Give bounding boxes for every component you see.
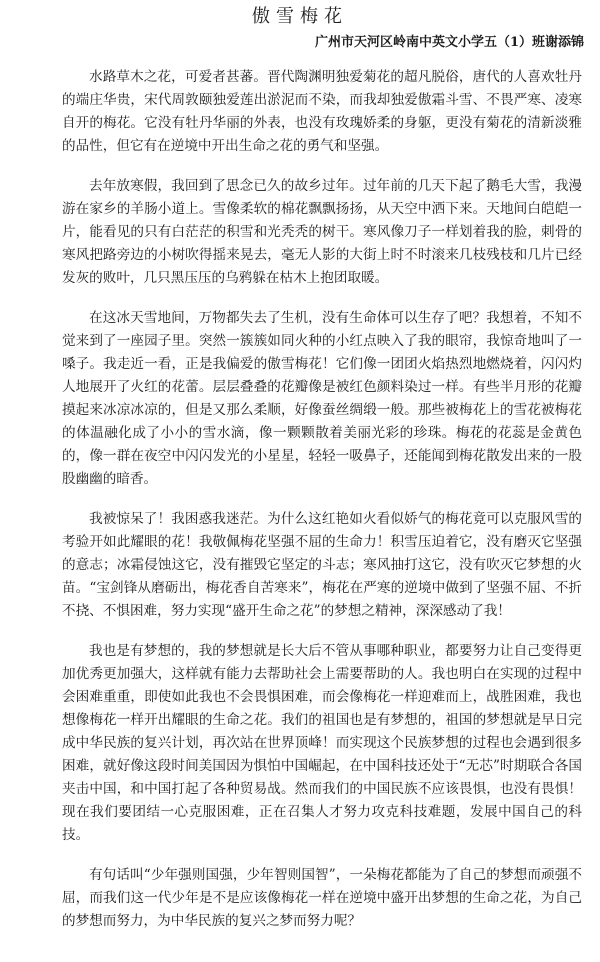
essay-title: 傲雪梅花 (252, 6, 348, 27)
paragraph: 我也是有梦想的，我的梦想就是长大后不管从事哪种职业，都要努力让自己变得更加优秀更加强大，这样就有能力去帮助社会上需要帮助的人。我也明白在实现的过程中会困难重重，即使如此我也不会畏惧困难，而会像梅花一样迎难而上，战胜困难，我也想像梅花一样开出耀眼的生命之花。我们的祖国也是有梦想的，祖国的梦想就是早日完成中华民族的复兴计划，再次站在世界顶峰！而实现这个民族梦想的过程也会遇到很多困难，就好像这段时间美国因为惧怕中国崛起，在中国科技还处于“无芯”时期联合各国夹击中国，和中国打起了各种贸易战。然而我们的中国民族不应该畏惧，也没有畏惧！现在我们要团结一心克服困难，正在召集人才努力攻克科技难题，发展中国自己的科技。 (62, 643, 582, 843)
paragraph: 在这冰天雪地间，万物都失去了生机，没有生命体可以生存了吧？我想着，不知不觉来到了一座园子里。突然一簇簇如同火种的小红点映入了我的眼帘，我惊奇地叫了一嗓子。我走近一看，正是我偏爱的傲雪梅花！它们像一团团火焰热烈地燃烧着，闪闪灼人地展开了火红的花蕾。层层叠叠的花瓣像是被红色颜料染过一样。有些半月形的花瓣摸起来冰凉冰凉的，但是又那么柔顺，好像蚕丝绸缎一般。那些被梅花上的雪花被梅花的体温融化成了小小的雪水滴，像一颗颗散着美丽光彩的珍珠。梅花的花蕊是金黄色的，像一群在夜空中闪闪发光的小星星，轻轻一吸鼻子，还能闻到梅花散发出来的一股股幽幽的暗香。 (62, 310, 582, 487)
paragraph: 去年放寒假，我回到了思念已久的故乡过年。过年前的几天下起了鹅毛大雪，我漫游在家乡的羊肠小道上。雪像柔软的棉花飘飘扬扬，从天空中洒下来。天地间白皑皑一片，能看见的只有白茫茫的积雪和光秃秃的树干。寒风像刀子一样划着我的脸，刺骨的寒风把路旁边的小树吹得摇来晃去，毫无人影的大街上时不时滚来几枝残枝和几片已经发灰的败叶，几只黑压压的乌鸦躲在枯木上抱团取暖。 (62, 178, 582, 286)
essay-body (62, 66, 582, 950)
paragraph: 有句话叫“少年强则国强，少年智则国智”，一朵梅花都能为了自己的梦想而顽强不屈，而我们这一代少年是不是应该像梅花一样在逆境中盛开出梦想的生命之花，为自己的梦想而努力，为中华民族的复兴之梦而努力呢？ (62, 867, 582, 929)
author-line: 广州市天河区岭南中英文小学五（1）班谢添锦 (314, 35, 584, 50)
paragraph: 我被惊呆了！我困惑我迷茫。为什么这红艳如火看似娇气的梅花竟可以克服风雪的考验开如此耀眼的花！我敬佩梅花坚强不屈的生命力！积雪压迫着它，没有磨灭它坚强的意志；冰霜侵蚀这它，没有摧毁它坚定的斗志；寒风抽打这它，没有吹灭它梦想的火苗。“宝剑锋从磨砺出，梅花香自苦寒来”，梅花在严寒的逆境中做到了坚强不屈、不折不挠、不惧困难，努力实现“盛开生命之花”的梦想之精神，深深感动了我！ (62, 511, 582, 619)
paragraph: 水路草木之花，可爱者甚蕃。晋代陶渊明独爱菊花的超凡脱俗，唐代的人喜欢牡丹的端庄华贵，宋代周敦颐独爱莲出淤泥而不染，而我却独爱傲霜斗雪、不畏严寒、凌寒自开的梅花。它没有牡丹华丽的外表，也没有玫瑰娇柔的身躯，更没有菊花的清新淡雅的品性，但它有在逆境中开出生命之花的勇气和坚强。 (62, 69, 582, 154)
